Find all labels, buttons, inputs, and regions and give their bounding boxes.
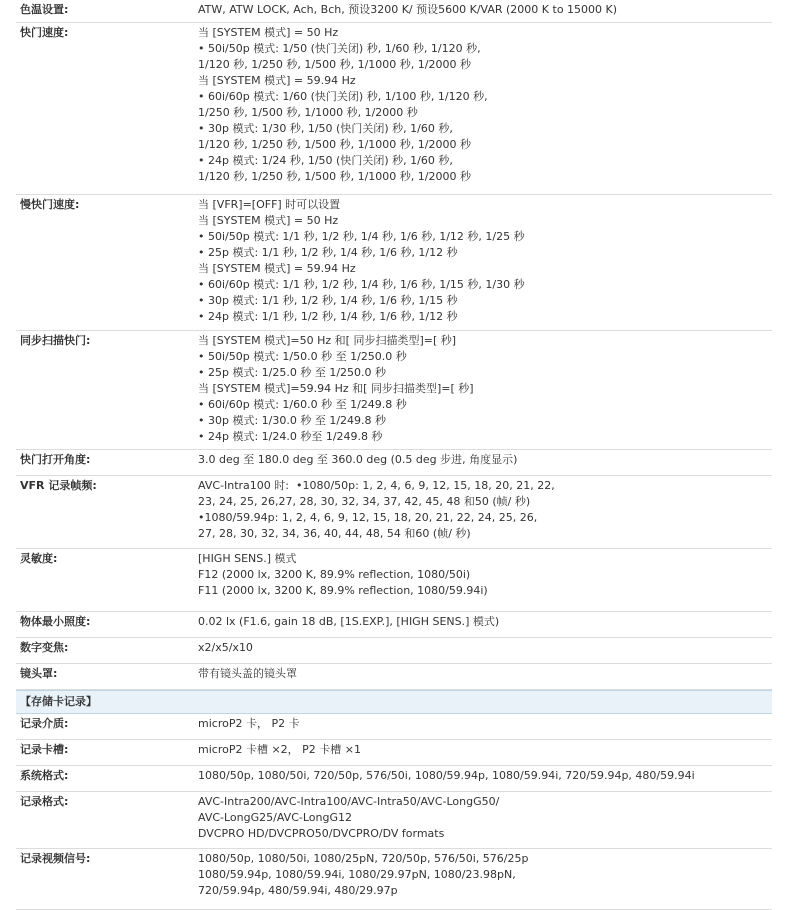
spec-value-line: DVCPRO HD/DVCPRO50/DVCPRO/DV formats [198,827,445,840]
spec-value-line: • 30p 模式: 1/30.0 秒 至 1/249.8 秒 [198,414,387,427]
spec-value-line: • 24p 模式: 1/1 秒, 1/2 秒, 1/4 秒, 1/6 秒, 1/12 秒 [198,310,458,323]
spec-value [198,740,772,765]
spec-value-line: F11 (2000 lx, 3200 K, 89.9% reflection, 1080/59.94i) [198,584,488,597]
spec-value-line: 1/120 秒, 1/250 秒, 1/500 秒, 1/1000 秒, 1/2000 秒 [198,138,471,151]
spec-rows-recording [16,714,772,910]
spec-row [16,638,772,664]
spec-value-line: 1080/50p, 1080/50i, 1080/25pN, 720/50p, 576/50i, 576/25p [198,852,529,865]
spec-value-line: F12 (2000 lx, 3200 K, 89.9% reflection, 1080/50i) [198,568,471,581]
spec-label: 镜头罩: [20,667,58,680]
spec-value-line: 当 [SYSTEM 模式]=50 Hz 和[ 同步扫描类型]=[ 秒] [198,334,457,347]
spec-value [198,195,772,330]
spec-value-line: 1/120 秒, 1/250 秒, 1/500 秒, 1/1000 秒, 1/2000 秒 [198,170,471,183]
spec-value [198,638,772,663]
spec-row [16,664,772,690]
spec-value-line: 1080/50p, 1080/50i, 720/50p, 576/50i, 1080/59.94p, 1080/59.94i, 720/59.94p, 480/59.94i [198,769,695,782]
spec-label: VFR 记录帧频: [20,479,97,492]
spec-row [16,195,772,331]
spec-value-line: x2/x5/x10 [198,641,253,654]
spec-value [198,549,772,611]
spec-value [198,450,772,475]
spec-value [198,23,772,194]
spec-label: 数字变焦: [20,641,69,654]
spec-value-line: • 50i/50p 模式: 1/50.0 秒 至 1/250.0 秒 [198,350,407,363]
spec-value [198,849,772,909]
spec-row [16,476,772,549]
spec-value-line: • 30p 模式: 1/30 秒, 1/50 (快门关闭) 秒, 1/60 秒, [198,122,453,135]
spec-row [16,849,772,910]
spec-row [16,549,772,612]
spec-value-line: • 50i/50p 模式: 1/1 秒, 1/2 秒, 1/4 秒, 1/6 秒, 1/12 秒, 1/25 秒 [198,230,525,243]
spec-row [16,450,772,476]
spec-label: 记录视频信号: [20,852,91,865]
spec-value [198,792,772,848]
spec-value-line: 当 [SYSTEM 模式] = 50 Hz [198,214,339,227]
spec-value-line: 当 [SYSTEM 模式] = 59.94 Hz [198,262,356,275]
spec-value-line: • 25p 模式: 1/25.0 秒 至 1/250.0 秒 [198,366,387,379]
spec-rows-camera [16,0,772,690]
spec-label: 记录介质: [20,717,69,730]
spec-value-line: 当 [SYSTEM 模式]=59.94 Hz 和[ 同步扫描类型]=[ 秒] [198,382,474,395]
spec-label: 慢快门速度: [20,198,80,211]
section-title: 【存储卡记录】 [20,695,97,708]
spec-value-line: microP2 卡， P2 卡 [198,717,300,730]
section-header [16,690,772,714]
spec-value-line: AVC-Intra100 时: •1080/50p: 1, 2, 4, 6, 9, 12, 15, 18, 20, 21, 22, [198,479,555,492]
spec-value-line: microP2 卡槽 ×2， P2 卡槽 ×1 [198,743,362,756]
spec-value-line: • 60i/60p 模式: 1/1 秒, 1/2 秒, 1/4 秒, 1/6 秒, 1/15 秒, 1/30 秒 [198,278,525,291]
spec-value-line: • 30p 模式: 1/1 秒, 1/2 秒, 1/4 秒, 1/6 秒, 1/15 秒 [198,294,458,307]
spec-value-line: [HIGH SENS.] 模式 [198,552,297,565]
spec-value [198,766,772,791]
spec-value-line: • 24p 模式: 1/24 秒, 1/50 (快门关闭) 秒, 1/60 秒, [198,154,453,167]
spec-row [16,331,772,450]
spec-value-line: 带有镜头盖的镜头罩 [198,667,297,680]
spec-row [16,612,772,638]
spec-value-line: 当 [SYSTEM 模式] = 50 Hz [198,26,339,39]
spec-label: 记录卡槽: [20,743,69,756]
spec-row [16,23,772,195]
spec-value-line: • 60i/60p 模式: 1/60.0 秒 至 1/249.8 秒 [198,398,407,411]
spec-value-line: • 60i/60p 模式: 1/60 (快门关闭) 秒, 1/100 秒, 1/120 秒, [198,90,488,103]
spec-table [16,0,772,910]
spec-value-line: 当 [VFR]=[OFF] 时可以设置 [198,198,341,211]
spec-value-line: 23, 24, 25, 26,27, 28, 30, 32, 34, 37, 42, 45, 48 和50 (帧/ 秒) [198,495,531,508]
spec-label: 色温设置: [20,3,69,16]
spec-value-line: 1080/59.94p, 1080/59.94i, 1080/29.97pN, 1080/23.98pN, [198,868,516,881]
spec-value-line: • 25p 模式: 1/1 秒, 1/2 秒, 1/4 秒, 1/6 秒, 1/12 秒 [198,246,458,259]
spec-label: 快门速度: [20,26,69,39]
spec-label: 同步扫描快门: [20,334,91,347]
spec-value-line: 720/59.94p, 480/59.94i, 480/29.97p [198,884,398,897]
spec-value-line: AVC-Intra200/AVC-Intra100/AVC-Intra50/AVC-LongG50/ [198,795,500,808]
spec-label: 灵敏度: [20,552,58,565]
spec-label: 记录格式: [20,795,69,808]
spec-label: 物体最小照度: [20,615,91,628]
spec-value-line: 1/120 秒, 1/250 秒, 1/500 秒, 1/1000 秒, 1/2000 秒 [198,58,471,71]
spec-value [198,664,772,689]
spec-value-line: • 24p 模式: 1/24.0 秒至 1/249.8 秒 [198,430,383,443]
spec-label: 系统格式: [20,769,69,782]
spec-value-line: 1/250 秒, 1/500 秒, 1/1000 秒, 1/2000 秒 [198,106,418,119]
spec-row [16,792,772,849]
spec-value [198,331,772,449]
spec-row [16,714,772,740]
spec-value [198,0,772,22]
spec-value-line: •1080/59.94p: 1, 2, 4, 6, 9, 12, 15, 18, 20, 21, 22, 24, 25, 26, [198,511,538,524]
spec-value-line: 当 [SYSTEM 模式] = 59.94 Hz [198,74,356,87]
spec-value-line: 0.02 lx (F1.6, gain 18 dB, [1S.EXP.], [HIGH SENS.] 模式) [198,615,500,628]
spec-row [16,740,772,766]
spec-value-line: AVC-LongG25/AVC-LongG12 [198,811,352,824]
spec-value-line: 3.0 deg 至 180.0 deg 至 360.0 deg (0.5 deg 步进, 角度显示) [198,453,518,466]
spec-value-line: 27, 28, 30, 32, 34, 36, 40, 44, 48, 54 和60 (帧/ 秒) [198,527,471,540]
spec-value [198,476,772,548]
spec-label: 快门打开角度: [20,453,91,466]
spec-value [198,612,772,637]
spec-row [16,766,772,792]
spec-value-line: • 50i/50p 模式: 1/50 (快门关闭) 秒, 1/60 秒, 1/120 秒, [198,42,481,55]
spec-value [198,714,772,739]
spec-value-line: ATW, ATW LOCK, Ach, Bch, 预设3200 K/ 预设5600 K/VAR (2000 K to 15000 K) [198,3,618,16]
spec-row [16,0,772,23]
